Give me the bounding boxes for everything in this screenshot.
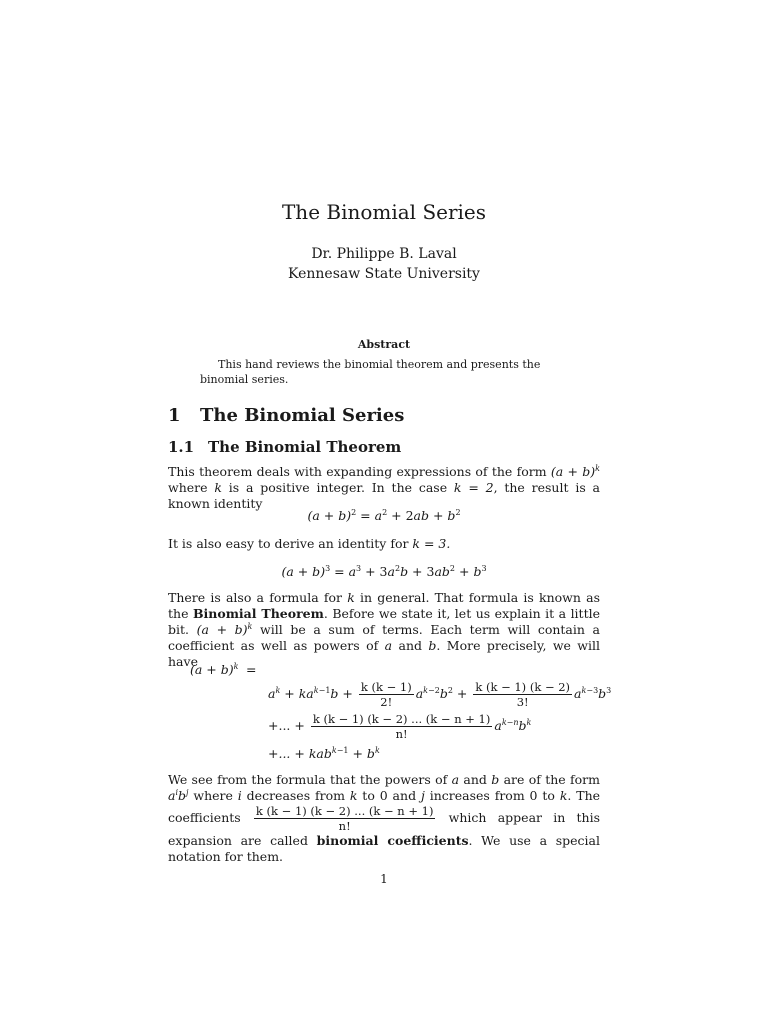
paragraph-general: There is also a formula for k in general. That formula is known as the Binomial Theorem. Before we state it, let us explain it a little bit. $(a + b)^k$ will be a sum of terms. Each term will contain a coefficient as well as powers of a and b. More precisely, we will have	[168, 590, 601, 669]
author-block	[0, 244, 768, 284]
theorem-line-3: +... + $kab^{k-1} + b^k$	[268, 745, 380, 761]
paper-title: The Binomial Series	[281, 200, 487, 224]
abstract-heading: Abstract	[357, 338, 411, 351]
theorem-lhs: $(a + b)^k$	[190, 661, 239, 677]
theorem-line-2: +... + $\frac{k (k - 1) (k - 2) ... (k - n + 1)}{n!}$ $a^{k-n}b^k$	[268, 712, 532, 741]
subsection-title: The Binomial Theorem	[208, 438, 402, 456]
author-name: Dr. Philippe B. Laval	[311, 246, 457, 262]
section-title: The Binomial Series	[200, 405, 405, 426]
fraction-kn: $\frac{k (k - 1) (k - 2) ... (k - n + 1)}{n!}$	[312, 712, 491, 741]
subsection-number: 1.1	[168, 438, 195, 456]
fraction-coefficient: $\frac{k (k - 1) (k - 2) ... (k - n + 1)}{n!}$	[255, 804, 434, 833]
paragraph-intro: This theorem deals with expanding expressions of the form $(a + b)^k$ where k is a positive integer. In the case k = 2, the result is a known identity	[168, 463, 600, 511]
fraction-k3: $\frac{k (k - 1) (k - 2)}{3!}$	[475, 680, 571, 709]
paragraph-cube-intro: It is also easy to derive an identity for k = 3.	[168, 536, 451, 551]
subsection-heading	[168, 438, 401, 456]
section-number: 1	[168, 405, 181, 426]
author-affiliation: Kennesaw State University	[288, 266, 480, 282]
paragraph-coefficients: We see from the formula that the powers of a and b are of the form $a^ib^j$ where i decreases from k to 0 and j increases from 0 to k. The coefficients $\frac{k (k - 1) (k - 2) ... (k - n + 1)}{n!}$ which appear in this expansion are called binomial coefficients. We use a special notation for them.	[168, 772, 601, 864]
theorem-line-1: $a^k + ka^{k-1}b$ + $\frac{k (k - 1)}{2!}$ $a^{k-2}b^2$ + $\frac{k (k - 1) (k - 2)}{3!}$ $a^{k-3}b^3$	[268, 680, 612, 709]
abstract-text: This hand reviews the binomial theorem and presents the binomial series.	[200, 358, 541, 386]
equation-square: $(a + b)^2 = a^2 + 2ab + b^2$	[307, 507, 461, 523]
equation-cube: $(a + b)^3 = a^3 + 3a^2b + 3ab^2 + b^3$	[281, 563, 487, 579]
fraction-k2: $\frac{k (k - 1)}{2!}$	[360, 680, 412, 709]
section-heading	[168, 405, 404, 426]
page-number: 1	[380, 872, 388, 886]
theorem-equals: =	[246, 662, 257, 677]
